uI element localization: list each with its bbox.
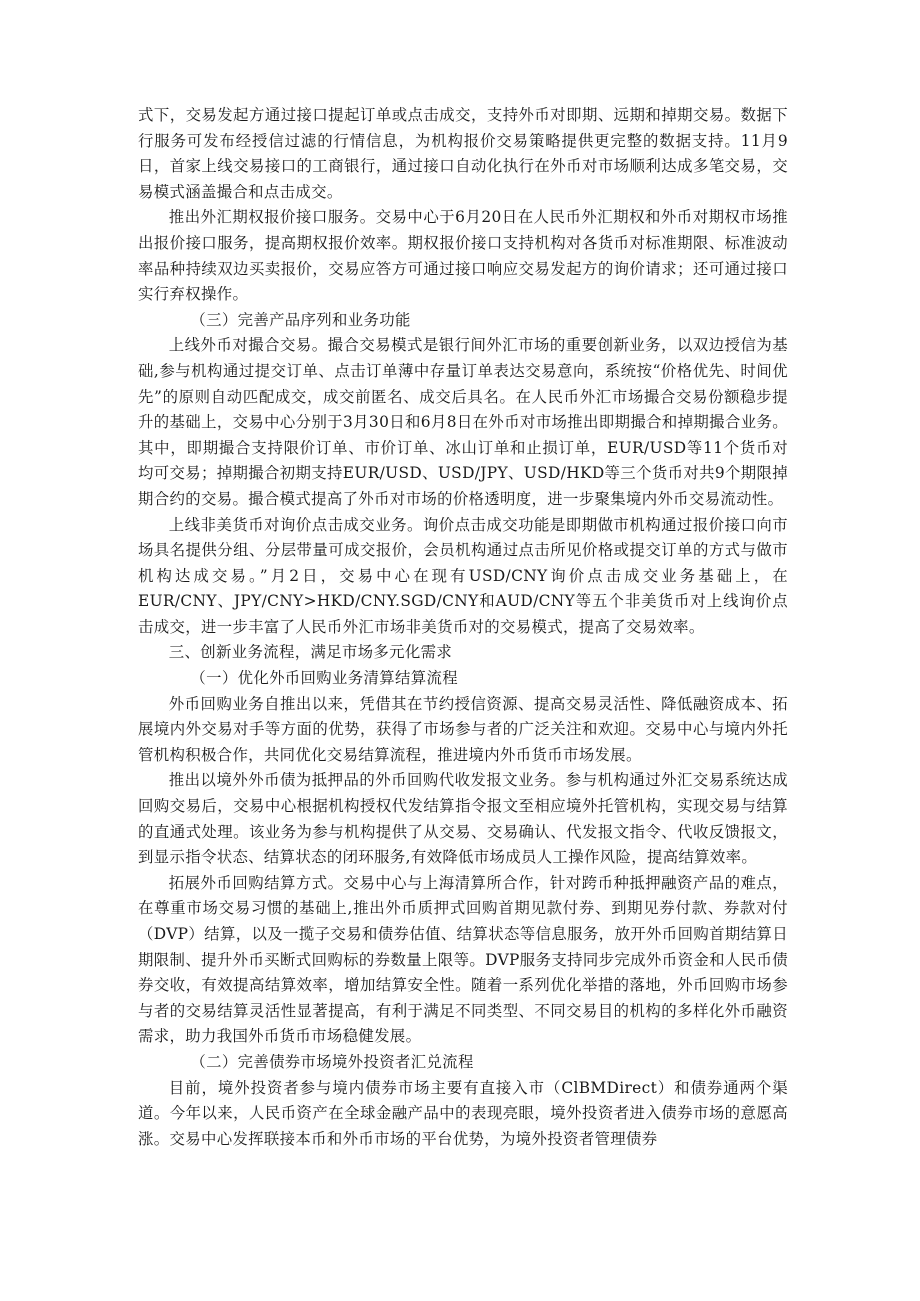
paragraph-continuation: 式下，交易发起方通过接口提起订单或点击成交，支持外币对即期、远期和掉期交易。数据下行服务可发布经授信过滤的行情信息，为机构报价交易策略提供更完整的数据支持。11月9日，首家上线交易接口的工商银行，通过接口自动化执行在外币对市场顺利达成多笔交易，交易模式涵盖撮合和点击成交。 [138,106,788,201]
subheading-product-series: （三）完善产品序列和业务功能 [190,310,411,329]
paragraph-repo-messaging: 推出以境外外币债为抵押品的外币回购代收发报文业务。参与机构通过外汇交易系统达成回购交易后，交易中心根据机构授权代发结算指令报文至相应境外托管机构，实现交易与结算的直通式处理。该业务为参与机构提供了从交易、交易确认、代发报文指令、代收反馈报文，到显示指令状态、结算状态的闭环服务,有效降低市场成员人工操作风险，提高结算效率。 [138,771,788,867]
subheading-bond-market-fx: （二）完善债券市场境外投资者汇兑流程 [190,1052,474,1071]
document-body [138,103,788,1152]
subheading-repo-settlement: （一）优化外币回购业务清算结算流程 [190,669,458,688]
paragraph-repo-overview: 外币回购业务自推出以来，凭借其在节约授信资源、提高交易灵活性、降低融资成本、拓展境内外交易对手等方面的优势，获得了市场参与者的广泛关注和欢迎。交易中心与境内外托管机构积极合作，共同优化交易结算流程，推进境内外币货币市场发展。 [138,694,788,764]
paragraph-repo-settlement-methods: 拓展外币回购结算方式。交易中心与上海清算所合作，针对跨币种抵押融资产品的难点，在尊重市场交易习惯的基础上,推出外币质押式回购首期见款付券、到期见券付款、券款对付（DVP）结算，以及一揽子交易和债券估值、结算状态等信息服务，放开外币回购首期结算日期限制、提升外币买断式回购标的券数量上限等。DVP服务支持同步完成外币资金和人民币债券交收，有效提高结算效率，增加结算安全性。随着一系列优化举措的落地，外币回购市场参与者的交易结算灵活性显著提高，有利于满足不同类型、不同交易目的机构的多样化外币融资需求，助力我国外币货币市场稳健发展。 [138,873,788,1046]
paragraph-fx-pair-matching: 上线外币对撮合交易。撮合交易模式是银行间外汇市场的重要创新业务，以双边授信为基础,参与机构通过提交订单、点击订单薄中存量订单表达交易意向，系统按“价格优先、时间优先”的原则自动匹配成交，成交前匿名、成交后具名。在人民币外汇市场撮合交易份额稳步提升的基础上，交易中心分别于3月30日和6月8日在外币对市场推出即期撮合和掉期撮合业务。其中，即期撮合支持限价订单、市价订单、冰山订单和止损订单，EUR/USD等11个货币对均可交易；掉期撮合初期支持EUR/USD、USD/JPY、USD/HKD等三个货币对共9个期限掉期合约的交易。撮合模式提高了外币对市场的价格透明度，进一步聚集境内外币交易流动性。 [138,336,788,508]
paragraph-foreign-investors: 目前，境外投资者参与境内债券市场主要有直接入市（ClBMDirect）和债券通两个渠道。今年以来，人民币资产在全球金融产品中的表现亮眼，境外投资者进入债券市场的意愿高涨。交易中心发挥联接本币和外币市场的平台优势，为境外投资者管理债券 [138,1078,788,1148]
paragraph-non-usd-click-trading: 上线非美货币对询价点击成交业务。询价点击成交功能是即期做市机构通过报价接口向市场具名提供分组、分层带量可成交报价，会员机构通过点击所见价格或提交订单的方式与做市机构达成交易。”月2日，交易中心在现有USD/CNY询价点击成交业务基础上，在EUR/CNY、JPY∕CNY>HKD/CNY.SGD/CNY和AUD/CNY等五个非美货币对上线询价点击成交，进一步丰富了人民币外汇市场非美货币对的交易模式，提高了交易效率。 [138,515,788,636]
heading-section-three: 三、创新业务流程，满足市场多元化需求 [168,643,453,662]
paragraph-fx-option-quote-interface: 推出外汇期权报价接口服务。交易中心于6月20日在人民币外汇期权和外币对期权市场推出报价接口服务，提高期权报价效率。期权报价接口支持机构对各货币对标准期限、标准波动率品种持续双边买卖报价，交易应答方可通过接口响应交易发起方的询价请求；还可通过接口实行弃权操作。 [138,208,788,304]
